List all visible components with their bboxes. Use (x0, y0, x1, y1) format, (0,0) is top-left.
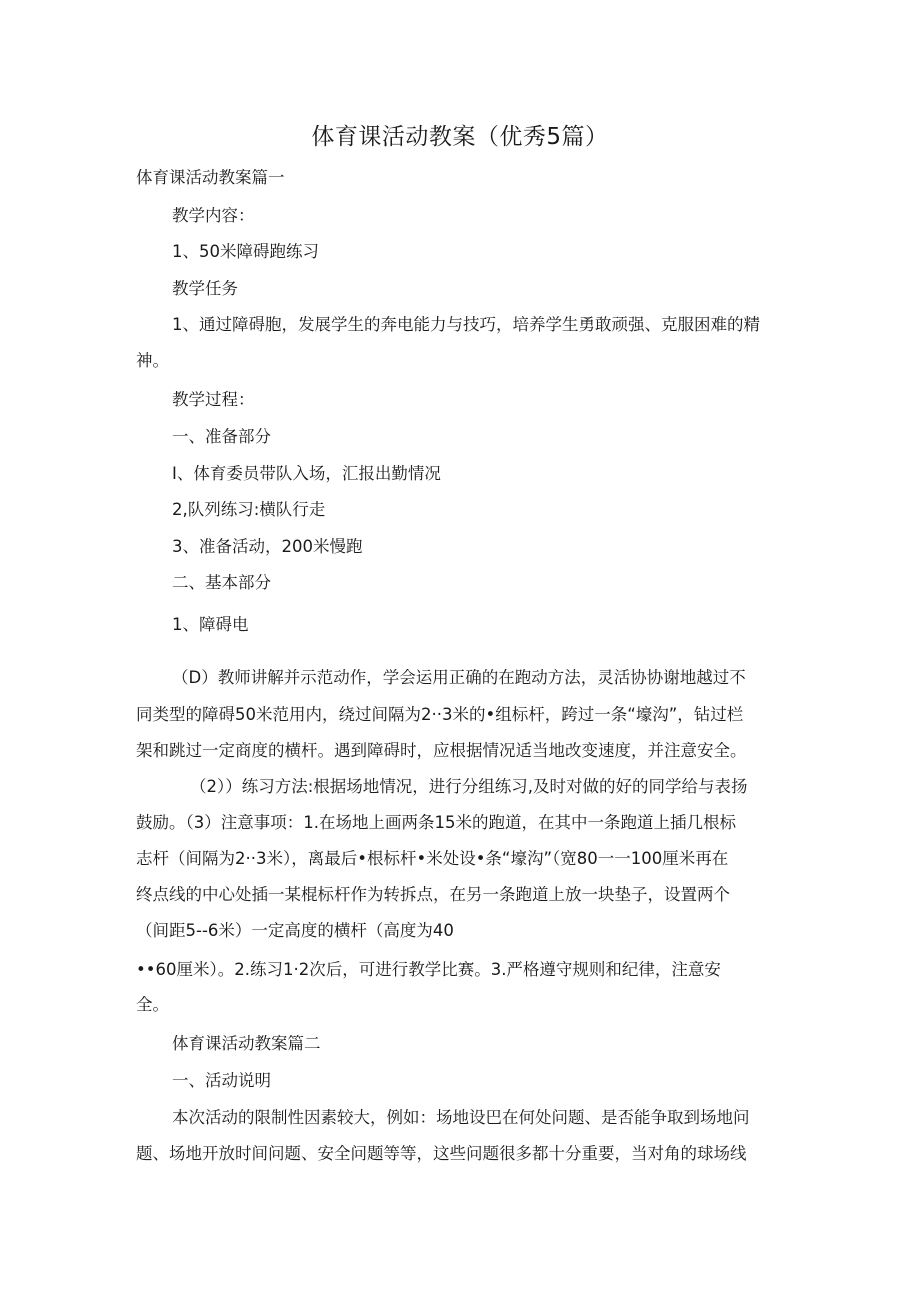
paragraph-line: 架和跳过一定商度的横杆。遇到障碍时，应根据情况适当地改变速度，并注意安全。 (136, 741, 747, 760)
paragraph-line: ••60厘米）。2.练习1·2次后，可进行教学比赛。3.严格遵守规则和纪律，注意安 (136, 960, 721, 979)
paragraph-line: 2,队列练习:横队行走 (172, 500, 326, 519)
paragraph-line: （D）教师讲解并示范动作，学会运用正确的在跑动方法，灵活协协谢地越过不 (172, 668, 746, 687)
paragraph-line: 鼓励。（3）注意事项：1.在场地上画两条15米的跑道，在其中一条跑道上插几根标 (136, 813, 736, 832)
paragraph-line: 1、障碍电 (172, 615, 249, 634)
section-heading-2: 体育课活动教案篇二 (172, 1034, 321, 1053)
paragraph-line: 教学过程： (172, 390, 255, 409)
paragraph-line: I、体育委员带队入场，汇报出勤情况 (172, 464, 441, 483)
paragraph-line: 志杆（间隔为2··3米），离最后•根标杆•米处设•条“壕沟”（宽80一一100厘米再在 (136, 849, 729, 868)
paragraph-line: 终点线的中心处插一某棍标杆作为转拆点，在另一条跑道上放一块垫子，设置两个 (136, 885, 730, 904)
paragraph-line: 教学内容： (172, 206, 255, 225)
paragraph-line: 教学任务 (172, 279, 238, 298)
paragraph-line: 全。 (136, 995, 169, 1014)
paragraph-line: 一、活动说明 (172, 1071, 271, 1090)
paragraph-line: 神。 (136, 351, 169, 370)
paragraph-line: （2））练习方法:根据场地情况，进行分组练习,及时对做的好的同学给与表扬 (190, 777, 748, 796)
paragraph-line: （间距5--6米）一定高度的横杆（高度为40 (136, 921, 454, 940)
paragraph-line: 二、基本部分 (172, 573, 271, 592)
paragraph-line: 题、场地开放时间问题、安全问题等等，这些问题很多都十分重要，当对角的球场线 (136, 1144, 747, 1163)
paragraph-line: 3、准备活动，200米慢跑 (172, 537, 363, 556)
paragraph-line: 1、通过障碍胞，发展学生的奔电能力与技巧，培养学生勇敢顽强、克服困难的精 (172, 315, 760, 334)
paragraph-line: 本次活动的限制性因素较大，例如：场地设巴在何处问题、是否能争取到场地问 (172, 1108, 750, 1127)
section-heading-1: 体育课活动教案篇一 (136, 168, 285, 187)
paragraph-line: 一、准备部分 (172, 427, 271, 446)
paragraph-line: 同类型的障碍50米范用内，绕过间隔为2··3米的•组标杆，跨过一条“壕沟”，钻过栏 (136, 705, 744, 724)
paragraph-line: 1、50米障碍跑练习 (172, 242, 319, 261)
document-title: 体育课活动教案（优秀5篇） (311, 124, 609, 150)
